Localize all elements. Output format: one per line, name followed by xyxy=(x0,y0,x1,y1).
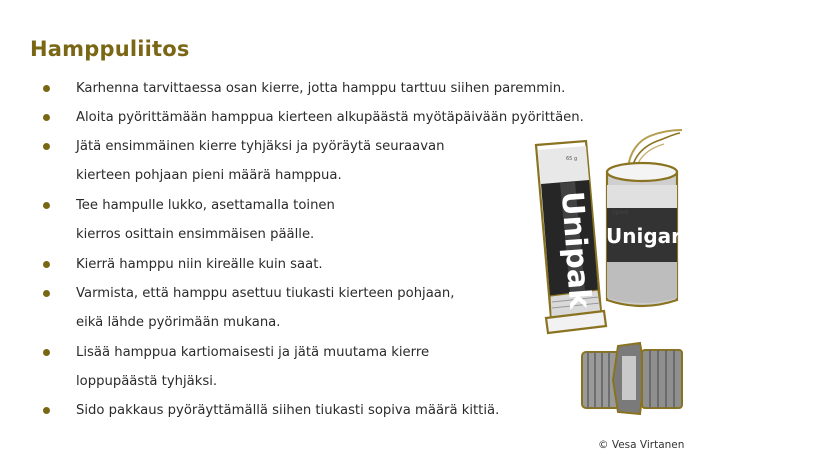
bullet-line: Karhenna tarvittaessa osan kierre, jotta hamppu tarttuu siihen paremmin. xyxy=(76,81,566,96)
tube-brand-text: Unipak xyxy=(554,190,598,310)
bullet-line: Jätä ensimmäinen kierre tyhjäksi ja pyöräytä seuraavan xyxy=(76,139,445,154)
bullet-line: Sido pakkaus pyöräyttämällä siihen tiukasti sopiva määrä kittiä. xyxy=(76,403,500,418)
bullet-line: Aloita pyörittämään hamppua kierteen alkupäästä myötäpäivään pyörittäen. xyxy=(76,110,584,125)
bullet-line: Lisää hamppua kartiomaisesti ja jätä muutama kierre xyxy=(76,345,430,360)
tube-weight-label: 65 g xyxy=(566,156,578,162)
bullet-line: kierteen pohjaan pieni määrä hamppua. xyxy=(76,168,342,183)
copyright-notice: © Vesa Virtanen xyxy=(598,439,685,451)
slide-title: Hamppuliitos xyxy=(30,37,190,61)
bullet-line: eikä lähde pyörimään mukana. xyxy=(76,315,281,330)
bullet-line: Tee hampulle lukko, asettamalla toinen xyxy=(76,198,335,213)
jar-spool-label: Spool xyxy=(612,209,629,216)
bullet-line: Varmista, että hamppu asettuu tiukasti kierteen pohjaan, xyxy=(76,286,455,301)
paste-tube-image xyxy=(536,141,606,333)
jar-brand-text: Unigarn xyxy=(606,224,696,248)
bullet-line: kierros osittain ensimmäisen päälle. xyxy=(76,227,315,242)
hemp-jar-image xyxy=(606,130,695,306)
bullet-line: loppupäästä tyhjäksi. xyxy=(76,374,218,389)
pipe-fitting-image xyxy=(582,343,682,414)
bullet-line: Kierrä hamppu niin kireälle kuin saat. xyxy=(76,257,323,272)
